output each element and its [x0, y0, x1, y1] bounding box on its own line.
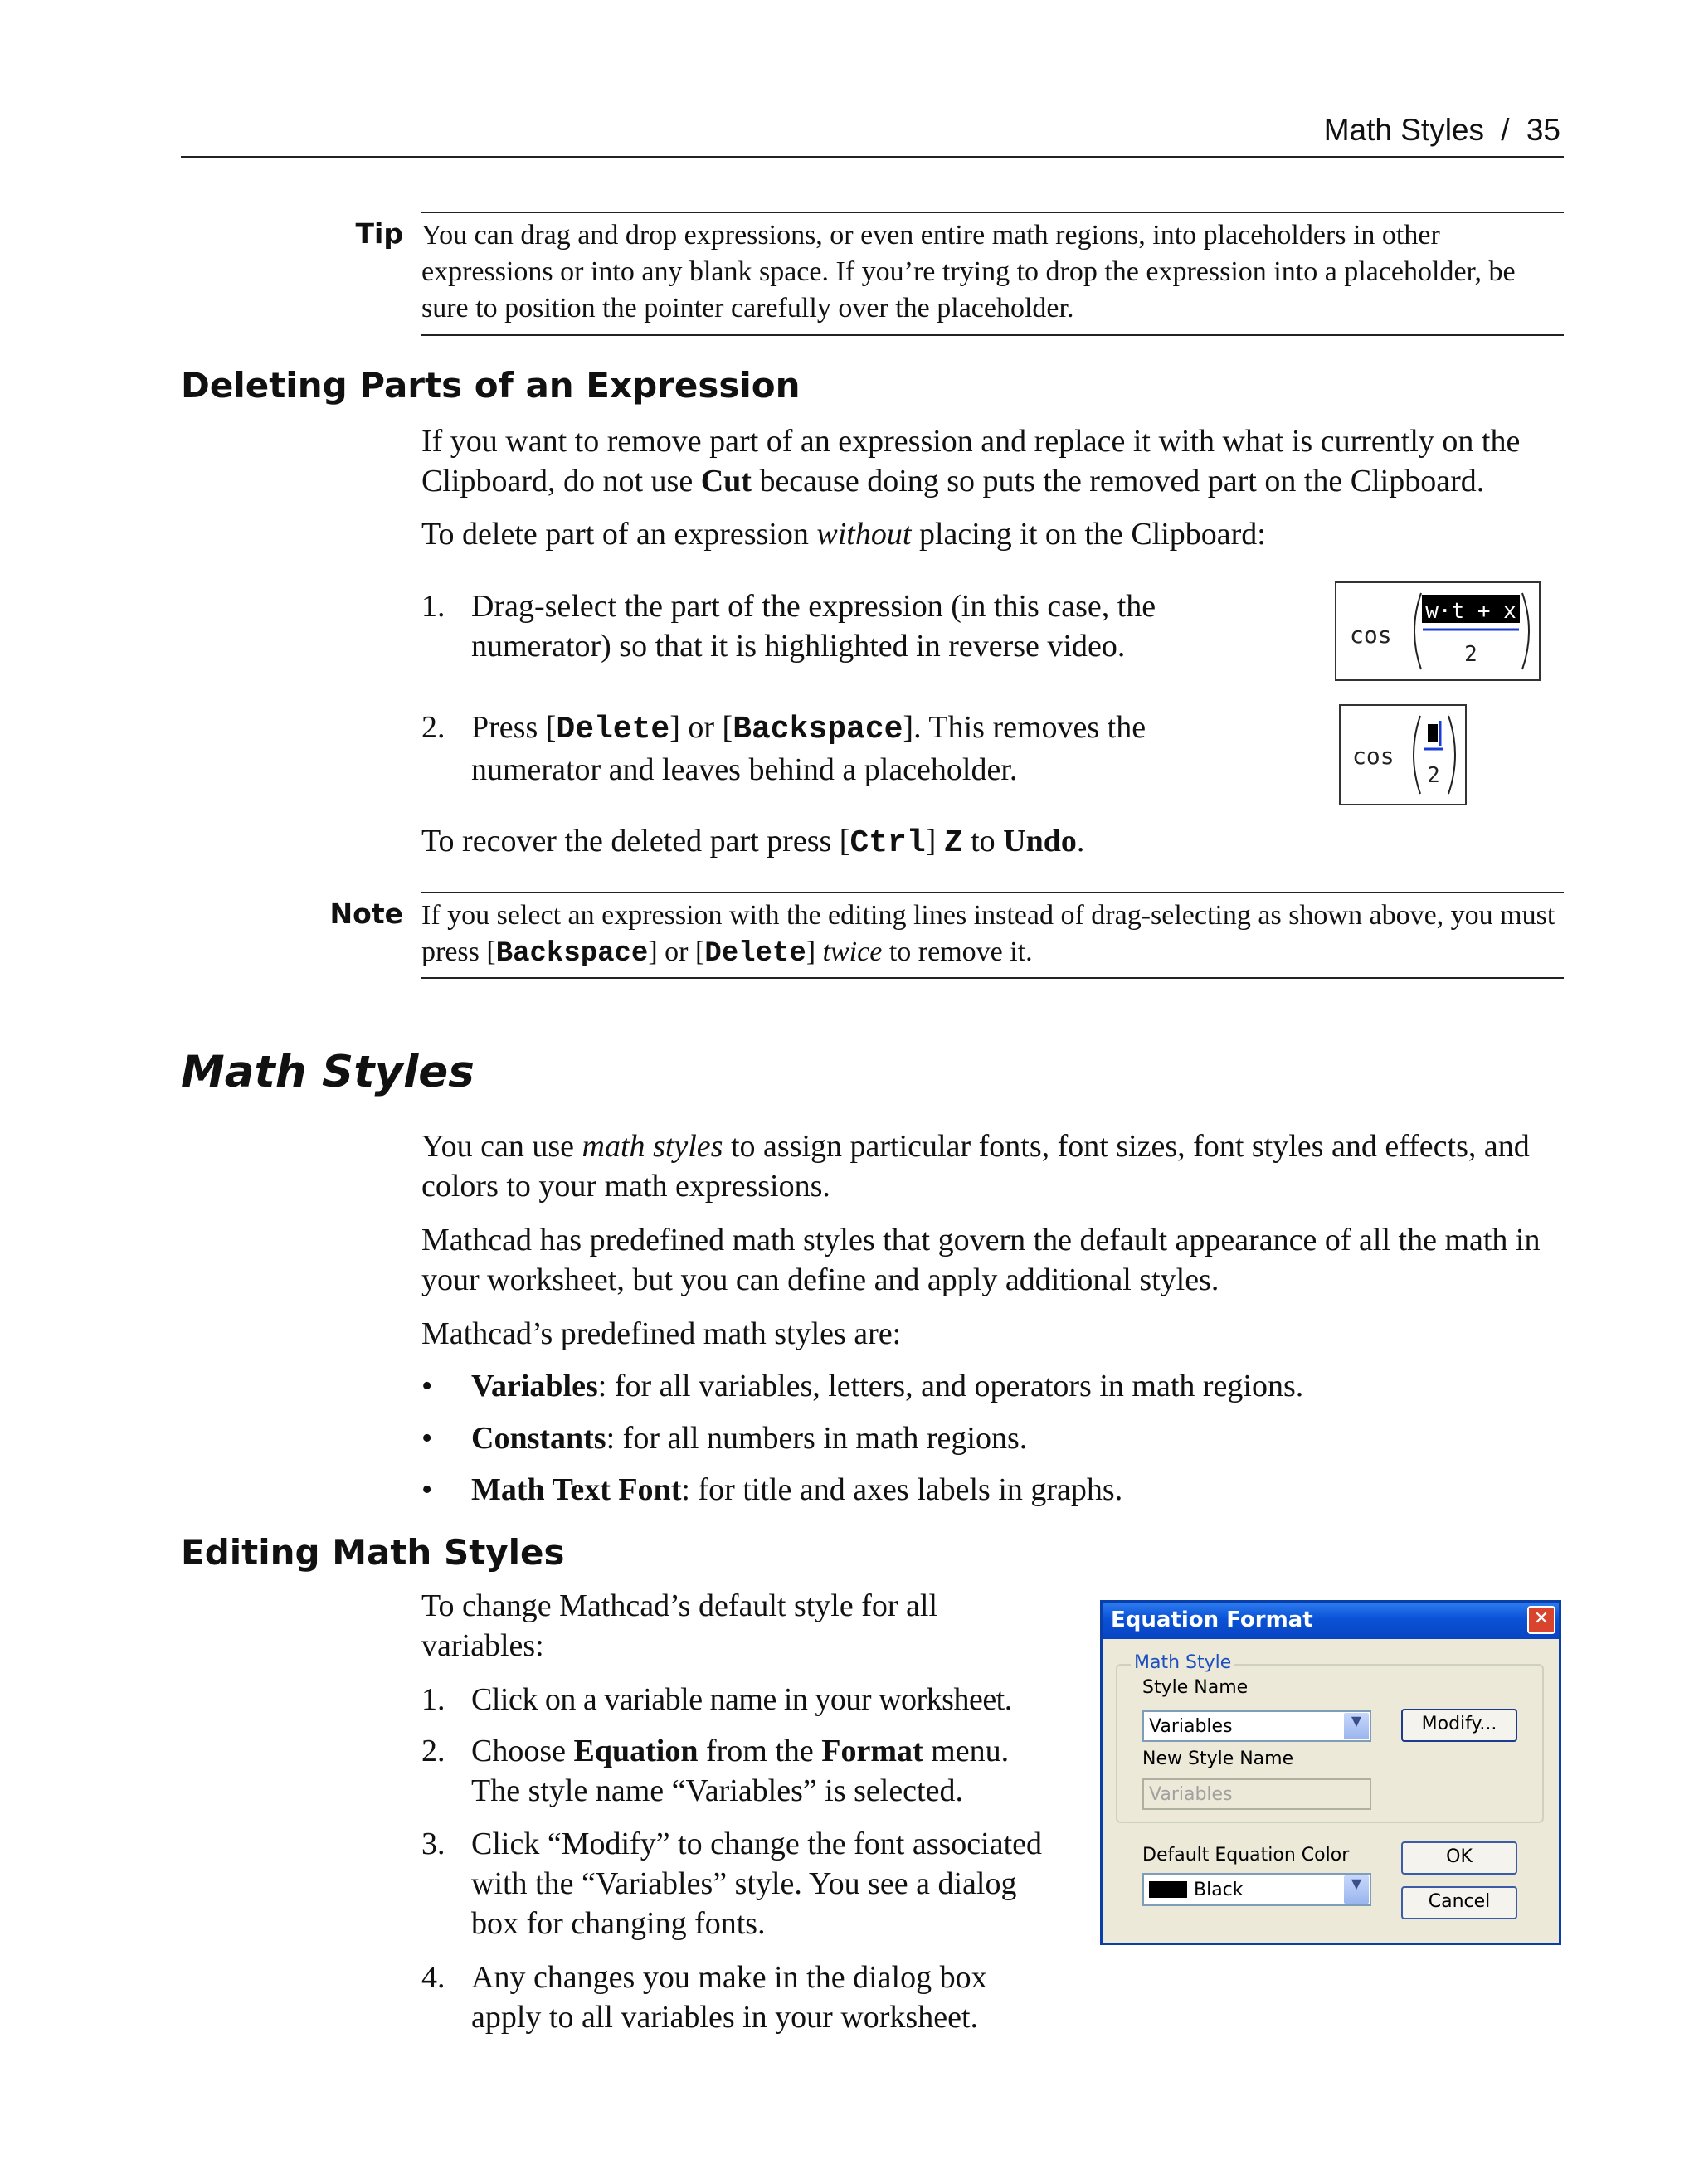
- bullet-term: Math Text Font: [471, 1472, 682, 1507]
- ctrl-key: Ctrl: [850, 825, 926, 861]
- left-paren: [1414, 716, 1420, 794]
- modify-button[interactable]: [1401, 1709, 1517, 1742]
- math-styles-heading: Math Styles: [181, 1047, 475, 1097]
- default-color-select[interactable]: [1142, 1873, 1371, 1906]
- p1-text-b: because doing so puts the removed part on the Clipboard.: [751, 464, 1485, 499]
- math-styles-paragraph-3: Mathcad’s predefined math styles are:: [421, 1316, 902, 1351]
- step-number: 2.: [421, 710, 445, 745]
- ok-button-label: OK: [1446, 1846, 1473, 1867]
- step-text: Click “Modify” to change the font associated with the “Variables” style. You see a dialog box for changing fonts.: [471, 1826, 1043, 1941]
- recover-c: to: [962, 824, 1004, 859]
- step-text: Any changes you make in the dialog box apply to all variables in your worksheet.: [471, 1960, 987, 2035]
- editing-intro: To change Mathcad’s default style for all variables:: [421, 1588, 938, 1663]
- math-example-2-svg: [1341, 706, 1465, 804]
- ms-p1-a: You can use: [421, 1129, 582, 1164]
- header-title: Math Styles: [1323, 113, 1484, 147]
- cos-function: cos: [1352, 742, 1395, 770]
- denominator: 2: [1427, 763, 1440, 788]
- note-a: If you select an expression with the editing lines instead of drag-selecting as shown above, you must press [: [421, 900, 1555, 967]
- note-text: [421, 897, 1566, 972]
- style-name-value: Variables: [1149, 1716, 1233, 1737]
- left-paren: [1414, 593, 1421, 669]
- recover-b: ]: [925, 824, 944, 859]
- new-style-name-label: New Style Name: [1142, 1749, 1294, 1769]
- numerator-selected: w·t + x: [1425, 599, 1516, 624]
- step2-b: ] or [: [669, 710, 733, 745]
- header-page-number: 35: [1526, 113, 1560, 147]
- deleting-paragraph-2: [421, 514, 1566, 554]
- recover-a: To recover the deleted part press [: [421, 824, 850, 859]
- ms-p1-b: to assign particular fonts, font sizes, font styles and effects, and colors to your math expressions.: [421, 1129, 1530, 1204]
- undo-command: Undo: [1003, 824, 1077, 859]
- recover-d: .: [1076, 824, 1085, 859]
- backspace-key: Backspace: [495, 938, 649, 970]
- step-number: 4.: [421, 1960, 445, 1995]
- step2-c: ]. This removes the numerator and leaves behind a placeholder.: [471, 710, 1146, 787]
- bullet-term: Variables: [471, 1369, 598, 1403]
- cancel-button-label: Cancel: [1428, 1891, 1491, 1912]
- note-c: ]: [806, 936, 823, 967]
- denominator: 2: [1464, 642, 1477, 667]
- note-emphasis: twice: [822, 936, 883, 967]
- dialog-title-bar[interactable]: [1103, 1603, 1559, 1639]
- bullet-desc: : for all numbers in math regions.: [606, 1421, 1028, 1456]
- step-text: Drag-select the part of the expression (in this case, the numerator) so that it is highlighted in reverse video.: [471, 589, 1156, 664]
- cos-function: cos: [1350, 621, 1392, 649]
- note-top-rule: [421, 892, 1564, 893]
- equation-menu-item: Equation: [573, 1734, 699, 1768]
- tip-bottom-rule: [421, 334, 1564, 336]
- p2-emphasis: without: [816, 517, 912, 552]
- math-example-placeholder: [1339, 704, 1467, 805]
- chevron-down-icon[interactable]: ▼: [1344, 1713, 1369, 1739]
- math-example-1-svg: [1336, 583, 1539, 679]
- tip-label: Tip: [355, 217, 403, 250]
- running-header: [1324, 113, 1560, 148]
- ms-p1-emphasis: math styles: [582, 1129, 723, 1164]
- close-button[interactable]: [1527, 1606, 1555, 1634]
- new-style-name-input[interactable]: [1142, 1778, 1371, 1810]
- note-bottom-rule: [421, 977, 1564, 979]
- step-number: 3.: [421, 1826, 445, 1861]
- s2-b: from the: [698, 1734, 822, 1768]
- right-paren: [1522, 593, 1529, 669]
- p2-text-a: To delete part of an expression: [421, 517, 817, 552]
- ok-button[interactable]: [1401, 1841, 1517, 1875]
- note-label: Note: [329, 897, 403, 930]
- header-separator: /: [1501, 113, 1510, 147]
- format-menu: Format: [821, 1734, 923, 1768]
- style-name-select[interactable]: [1142, 1710, 1371, 1742]
- cancel-button[interactable]: [1401, 1886, 1517, 1919]
- bullet-icon: •: [421, 1421, 433, 1456]
- note-b: ] or [: [648, 936, 705, 967]
- bullet-text: [471, 1470, 1566, 1510]
- step-text: [471, 1731, 1052, 1811]
- bullet-desc: : for all variables, letters, and operators in math regions.: [597, 1369, 1304, 1403]
- p1-text-a: If you want to remove part of an expression and replace it with what is currently on the Clipboard, do not use: [421, 424, 1521, 499]
- new-style-name-value: Variables: [1149, 1784, 1233, 1805]
- right-paren: [1448, 716, 1455, 794]
- math-example-highlighted: [1335, 581, 1541, 681]
- bullet-text: [471, 1418, 1566, 1458]
- bullet-icon: •: [421, 1369, 433, 1403]
- step-number: 1.: [421, 1682, 445, 1717]
- equation-format-dialog: [1100, 1600, 1561, 1945]
- backspace-key: Backspace: [733, 712, 903, 747]
- default-color-label: Default Equation Color: [1142, 1845, 1350, 1865]
- z-key: Z: [943, 825, 963, 861]
- color-swatch: [1149, 1881, 1187, 1898]
- delete-key: Delete: [556, 712, 670, 747]
- delete-key: Delete: [704, 938, 806, 970]
- color-value: Black: [1194, 1880, 1244, 1900]
- recover-paragraph: [421, 821, 1566, 863]
- group-label: Math Style: [1131, 1652, 1234, 1673]
- step-text: [471, 708, 1234, 790]
- math-styles-paragraph-1: [421, 1126, 1566, 1206]
- step-text: Click on a variable name in your worksheet.: [471, 1682, 1012, 1717]
- step-number: 1.: [421, 589, 445, 624]
- chevron-down-icon[interactable]: ▼: [1344, 1875, 1369, 1904]
- step-number: 2.: [421, 1734, 445, 1768]
- tip-top-rule: [421, 212, 1564, 213]
- math-styles-paragraph-2: Mathcad has predefined math styles that govern the default appearance of all the math in your worksheet, but you can define and apply additional styles.: [421, 1223, 1541, 1297]
- deleting-paragraph-1: [421, 421, 1566, 501]
- editing-heading: Editing Math Styles: [181, 1532, 565, 1573]
- bullet-term: Constants: [471, 1421, 606, 1456]
- note-d: to remove it.: [882, 936, 1033, 967]
- header-rule: [181, 156, 1564, 158]
- s2-c: menu. The style name “Variables” is selected.: [471, 1734, 1010, 1808]
- bullet-desc: : for title and axes labels in graphs.: [681, 1472, 1123, 1507]
- placeholder-box: [1428, 724, 1438, 742]
- bullet-text: [471, 1366, 1566, 1406]
- tip-text: You can drag and drop expressions, or even entire math regions, into placeholders in other expressions or into any blank space. If you’re trying to drop the expression into a placeholder, be sure to position the pointer carefully over the placeholder.: [421, 220, 1516, 323]
- dialog-title: Equation Format: [1111, 1608, 1313, 1632]
- p2-text-b: placing it on the Clipboard:: [911, 517, 1266, 552]
- bullet-icon: •: [421, 1472, 433, 1507]
- step2-a: Press [: [471, 710, 557, 745]
- close-icon: ✕: [1533, 1608, 1550, 1629]
- style-name-label: Style Name: [1142, 1677, 1249, 1698]
- s2-a: Choose: [471, 1734, 574, 1768]
- modify-button-label: Modify...: [1421, 1714, 1497, 1734]
- deleting-heading: Deleting Parts of an Expression: [181, 365, 801, 406]
- cut-command: Cut: [700, 464, 752, 499]
